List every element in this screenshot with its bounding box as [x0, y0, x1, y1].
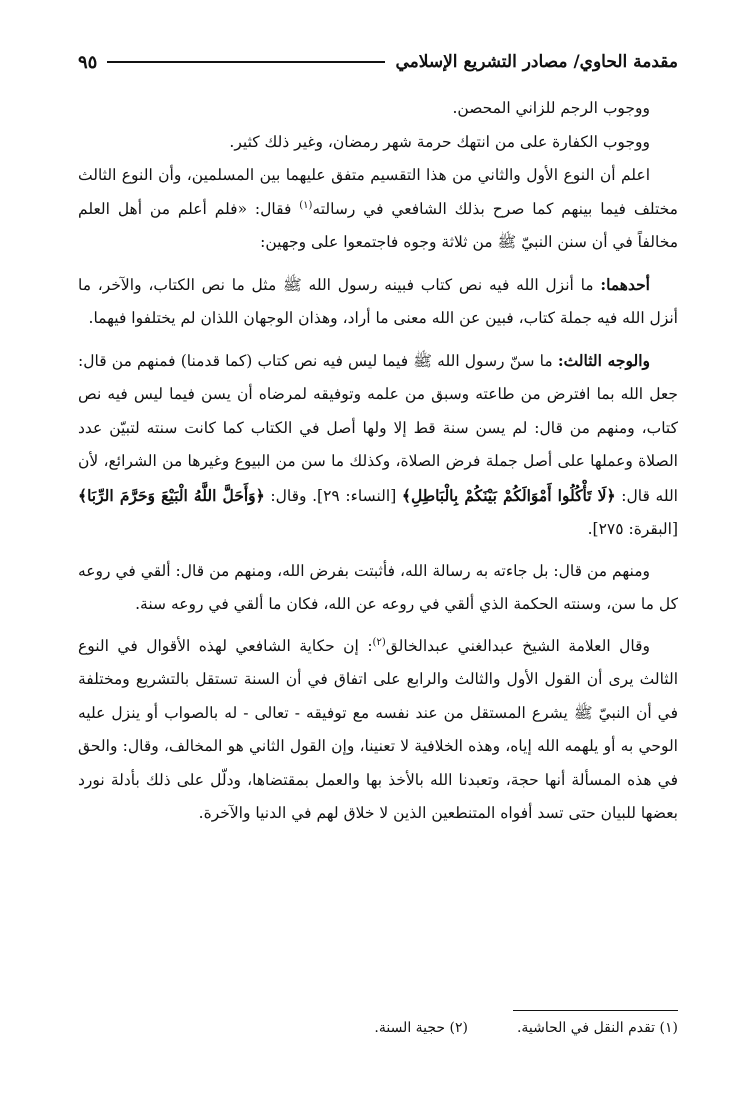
paragraph-5-text-c: [البقرة: ٢٧٥]. [587, 520, 678, 538]
paragraph-7-text-b: : إن حكاية الشافعي لهذه الأقوال في النوع الثالث يرى أن القول الأول والثالث والرابع على اتفاق في أن السنة تستقل بالتشريع ومختلفة في أن النبيّ ﷺ يشرع المستقل من عند نفسه مع توفيقه - تعالى - له بالصواب أو ينزل عليه الوحي به أو يلهمه الله إياه، وهذه الخلافية لا تعنينا، وإن القول الثاني هو المخالف، وقال: والحق في هذه المسألة أنها حجة، وتعبدنا الله بالأخذ بها والعمل بمقتضاها، ودلّل على ذلك بأدلة نورد بعضها للبيان حتى تسد أفواه المتنطعين الذين لا خلاق لهم في الدنيا والآخرة. [78, 636, 678, 822]
paragraph-7-text-a: وقال العلامة الشيخ عبدالغني عبدالخالق [385, 636, 650, 655]
paragraph-1: ووجوب الرجم للزاني المحصن. [452, 99, 650, 117]
paragraph-2: ووجوب الكفارة على من انتهك حرمة شهر رمضان، وغير ذلك كثير. [229, 132, 650, 151]
page-number: ٩٥ [78, 51, 98, 73]
paragraph-7 [78, 630, 678, 831]
paragraph-3-text-b: فقال: «فلم أعلم من أهل العلم مخالفاً في أن سنن النبيّ ﷺ من ثلاثة وجوه فاجتمعوا على وجهين: [78, 199, 678, 251]
footnote-2: (٢) حجية السنة. [374, 1020, 468, 1036]
paragraph-3-text: اعلم أن النوع الأول والثاني من هذا التقسيم متفق عليهما بين المسلمين، وأن النوع الثالث مختلف فيما بينهم كما صرح بذلك الشافعي في رسالته [78, 166, 678, 218]
footnote-ref-1: (١) [299, 199, 313, 211]
header-rule [107, 61, 385, 63]
page-body [78, 92, 678, 831]
quran-quote-1: ﴿لَا تَأْكُلُوا أَمْوَالَكُمْ بَيْنَكُمْ بِالْبَاطِلِ﴾ [401, 485, 616, 505]
paragraph-5-text-b: [النساء: ٢٩]. وقال: [264, 486, 402, 505]
running-title: مقدمة الحاوي/ مصادر التشريع الإسلامي [395, 52, 678, 72]
paragraph-4 [78, 268, 678, 336]
quran-quote-2: ﴿وَأَحَلَّ اللَّهُ الْبَيْعَ وَحَرَّمَ الرِّبَا﴾ [78, 485, 265, 505]
paragraph-5-label: والوجه الثالث: [557, 350, 650, 370]
running-header [78, 48, 678, 76]
paragraph-6: ومنهم من قال: بل جاءته به رسالة الله، فأثبتت بفرض الله، ومنهم من قال: ألقي في روعه كل ما سن، وسنته الحكمة الذي ألقي في روعه عن الله، فكان ما ألقي في روعه سنة. [78, 561, 678, 613]
footnote-1: (١) تقدم النقل في الحاشية. [516, 1020, 678, 1036]
paragraph-5 [78, 344, 678, 547]
paragraph-5-text-a: ما سنّ رسول الله ﷺ فيما ليس فيه نص كتاب (كما قدمنا) فمنهم من قال: جعل الله بما افترض من طاعته وسبق من علمه وتوفيقه لمرضاه أن يسن فيما ليس فيه نص كتاب، ومنهم من قال: لم يسن سنة قط إلا ولها أصل في الكتاب كما كانت سنته لتبيّن عدد الصلاة وعملها على أصل جملة فرض الصلاة، وكذلك ما سن من البيوع وغيرها من الشرائع، لأن الله قال: [78, 351, 678, 505]
paragraph-4-label: أحدهما: [600, 274, 650, 294]
footnotes [78, 1020, 678, 1036]
paragraph-4-text: ما أنزل الله فيه نص كتاب فبينه رسول الله ﷺ مثل ما نص الكتاب، والآخر، ما أنزل الله فيه جملة كتاب، فبين عن الله معنى ما أراد، وهذان الوجهان اللذان لم يختلفوا فيهما. [78, 275, 678, 327]
paragraph-3 [78, 159, 678, 260]
footnote-rule [513, 1010, 678, 1011]
footnote-ref-2: (٢) [372, 636, 386, 648]
